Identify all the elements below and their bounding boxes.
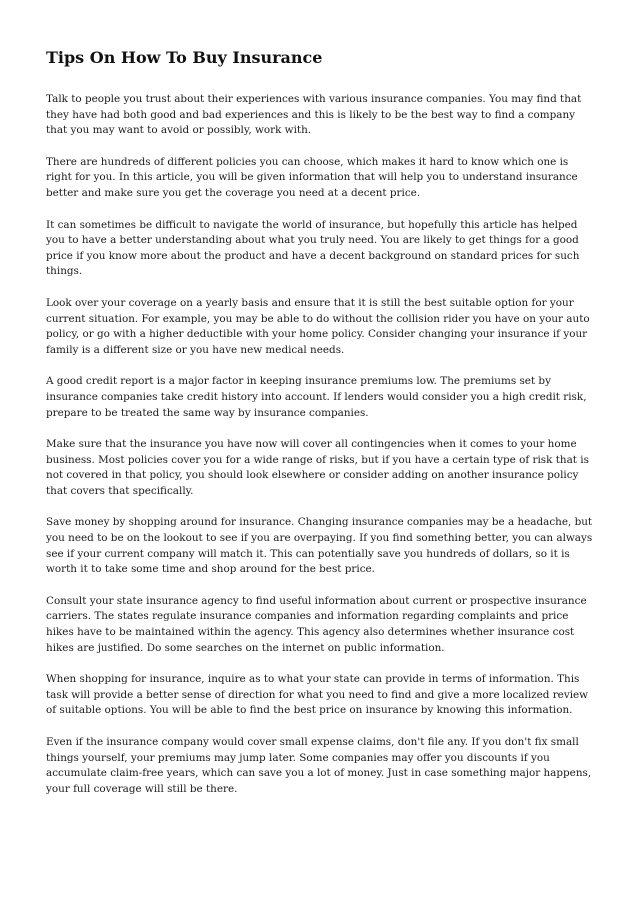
paragraph-1: Talk to people you trust about their experiences with various insurance companies. You may find that they have had both good and bad experiences and this is likely to be the best way to find a company that you may want to avoid or possibly, work with. bbox=[46, 93, 582, 137]
paragraph-10: Even if the insurance company would cover small expense claims, don't file any. If you don't fix small things yourself, your premiums may jump later. Some companies may offer you discounts if you accumulate claim-free years, which can save you a lot of money. Just in case something major happens, your full coverage will still be there. bbox=[46, 736, 592, 795]
paragraph-7: Save money by shopping around for insurance. Changing insurance companies may be a headache, but you need to be on the lookout to see if you are overpaying. If you find something better, you can always see if your current company will match it. This can potentially save you hundreds of dollars, so it is worth it to take some time and shop around for the best price. bbox=[46, 516, 593, 576]
page-title: Tips On How To Buy Insurance bbox=[46, 48, 323, 67]
paragraph-9: When shopping for insurance, inquire as to what your state can provide in terms of information. This task will provide a better sense of direction for what you need to find and give a more localized review of suitable options. You will be able to find the best price on insurance by knowing this information. bbox=[46, 673, 589, 717]
paragraph-3: It can sometimes be difficult to navigate the world of insurance, but hopefully this article has helped you to have a better understanding about what you truly need. You are likely to get things for a good price if you know more about the product and have a decent background on standard prices for such things. bbox=[46, 218, 580, 278]
paragraph-5: A good credit report is a major factor in keeping insurance premiums low. The premiums set by insurance companies take credit history into account. If lenders would consider you a high credit risk, prepare to be treated the same way by insurance companies. bbox=[46, 375, 587, 419]
paragraph-2: There are hundreds of different policies you can choose, which makes it hard to know which one is right for you. In this article, you will be given information that will help you to understand insurance better and make sure you get the coverage you need at a decent price. bbox=[46, 155, 578, 199]
paragraph-8: Consult your state insurance agency to find useful information about current or prospective insurance carriers. The states regulate insurance companies and information regarding complaints and price hikes have to be maintained within the agency. This agency also determines whether insurance cost hikes are justified. Do some searches on the internet on public information. bbox=[46, 594, 587, 654]
paragraph-6: Make sure that the insurance you have now will cover all contingencies when it comes to your home business. Most policies cover you for a wide range of risks, but if you have a certain type of risk that is not covered in that policy, you should look elsewhere or consider adding on another insurance policy that covers that specifically. bbox=[46, 438, 589, 497]
paragraph-4: Look over your coverage on a yearly basis and ensure that it is still the best suitable option for your current situation. For example, you may be able to do without the collision rider you have on your auto policy, or go with a higher deductible with your home policy. Consider changing your insurance if your family is a different size or you have new medical needs. bbox=[46, 296, 590, 356]
